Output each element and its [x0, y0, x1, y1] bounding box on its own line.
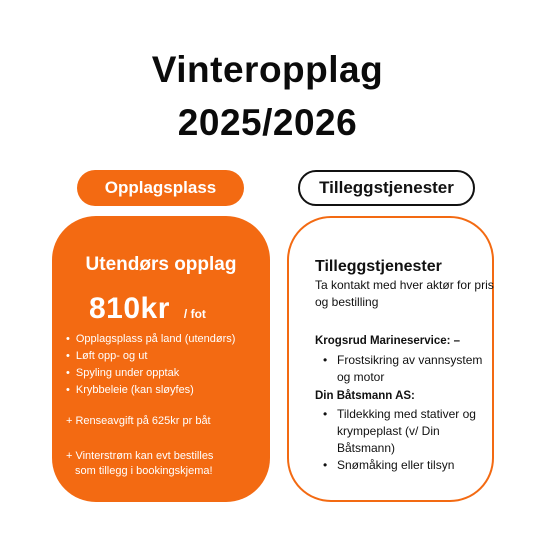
additional-services-card: [287, 216, 494, 502]
outdoor-storage-card: [52, 216, 270, 502]
tilleggstjenester-pill: Tilleggstjenester: [298, 170, 475, 206]
winter-power-note-line1: + Vinterstrøm kan evt bestilles: [66, 450, 214, 462]
provider1-services: [321, 352, 492, 386]
list-item: • Krybbeleie (kan sløyfes): [66, 382, 235, 399]
outdoor-heading: Utendørs opplag: [85, 254, 237, 275]
list-item: • Opplagsplass på land (utendørs): [66, 331, 235, 348]
opplagsplass-pill: Opplagsplass: [77, 170, 244, 206]
list-item: • Tildekking med stativer og krympeplast (v/ Din Båtsmann): [321, 406, 492, 457]
page-title-line2: 2025/2026: [177, 102, 358, 143]
services-intro: Ta kontakt med hver aktør for pris og bestilling: [315, 278, 494, 309]
list-item: • Frostsikring av vannsystem og motor: [321, 352, 492, 386]
included-list: [66, 331, 235, 399]
page-title-line1: Vinteropplag: [151, 49, 384, 90]
services-heading: Tilleggstjenester: [315, 258, 442, 275]
provider-krogsrud: Krogsrud Marineservice: –: [315, 335, 461, 347]
list-item: • Løft opp- og ut: [66, 348, 235, 365]
winter-power-note-line2: som tillegg i bookingskjema!: [75, 465, 213, 477]
provider-din-batsmann: Din Båtsmann AS:: [315, 390, 415, 402]
provider2-services: [321, 406, 492, 474]
cleaning-fee-note: + Renseavgift på 625kr pr båt: [66, 415, 211, 427]
price-unit: / fot: [183, 307, 206, 321]
list-item: • Spyling under opptak: [66, 365, 235, 382]
price: [89, 292, 206, 326]
winter-power-note: [66, 449, 213, 479]
price-amount: 810kr: [89, 292, 170, 325]
list-item: • Snømåking eller tilsyn: [321, 457, 492, 474]
